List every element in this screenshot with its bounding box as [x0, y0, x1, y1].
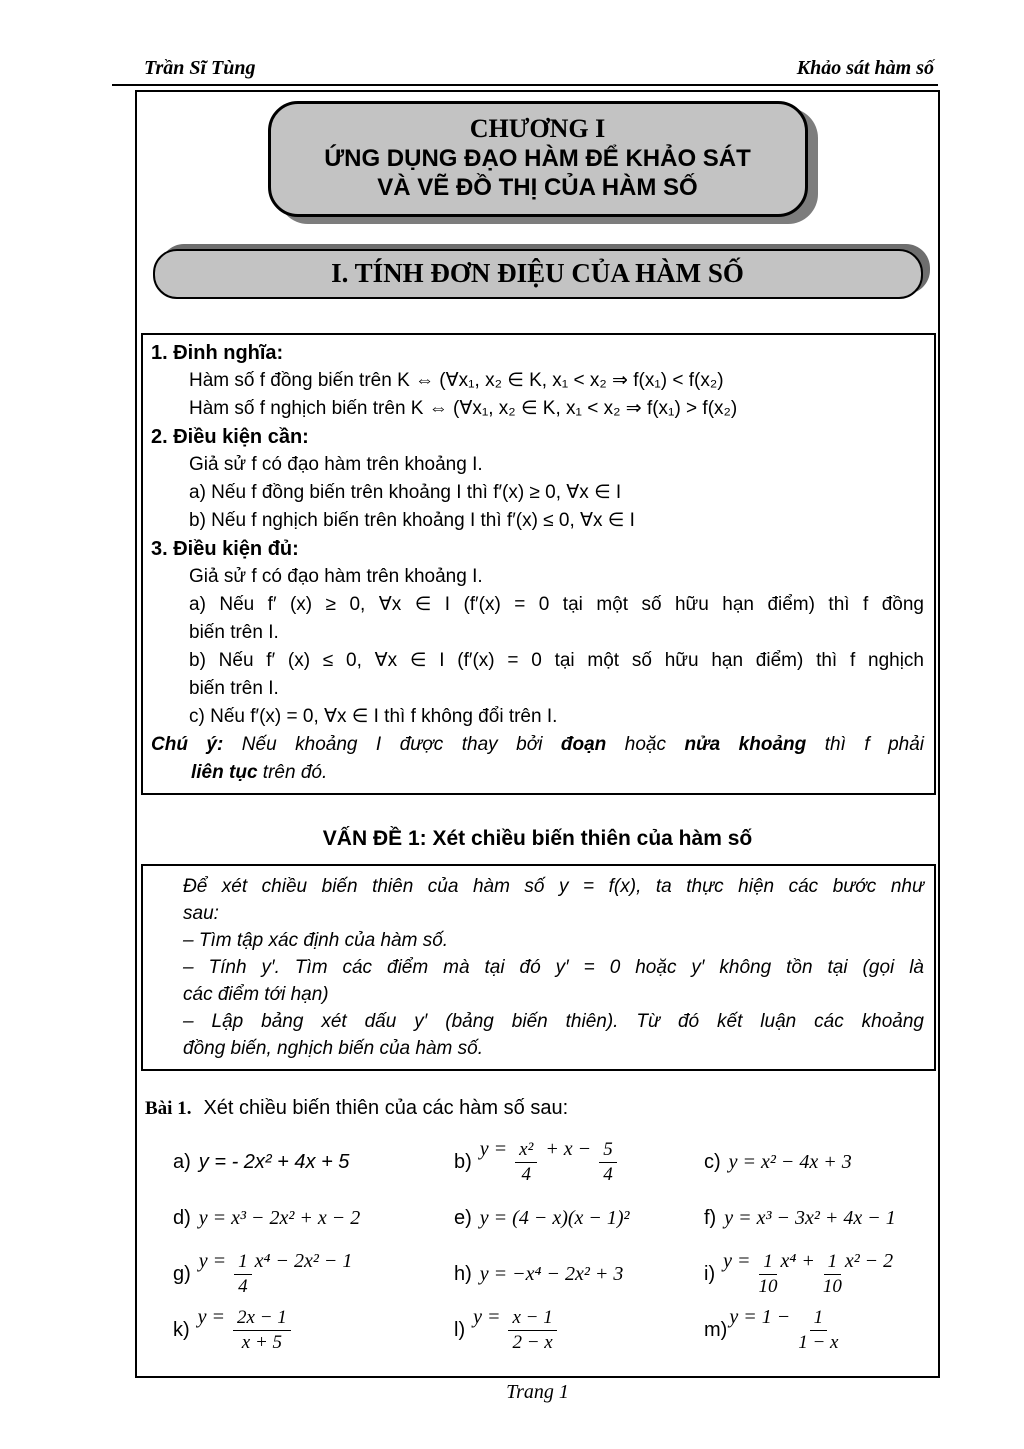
- exercise-item-k: [173, 1302, 454, 1358]
- sufficient-cond-a-line1: a) Nếu f′ (x) ≥ 0, ∀x ∈ I (f′(x) = 0 tại một số hữu hạn điểm) thì f đồng: [189, 594, 924, 615]
- item-d-formula: y = x³ − 2x² + x − 2: [198, 1206, 361, 1229]
- item-i-formula: y = $\frac{1}{10}$ x⁴ + $\frac{1}{10}$ x² − 2: [723, 1250, 894, 1297]
- method-step-intro-line1: Để xét chiều biến thiên của hàm số y = f(x), ta thực hiện các bước như: [183, 876, 924, 897]
- item-h-formula: y = −x⁴ − 2x² + 3: [479, 1262, 624, 1285]
- exercise-item-f: [704, 1190, 930, 1246]
- item-d-label: d): [173, 1206, 191, 1229]
- item-a-label: a): [173, 1150, 191, 1173]
- exercise-number: Bài 1.: [145, 1098, 192, 1119]
- sufficient-cond-b-line1: b) Nếu f′ (x) ≤ 0, ∀x ∈ I (f′(x) = 0 tại một số hữu hạn điểm) thì f nghịch: [189, 650, 924, 671]
- chapter-title-box: [268, 101, 808, 217]
- exercise-item-i: [704, 1246, 930, 1302]
- item-k-label: k): [173, 1318, 190, 1341]
- item-g-label: g): [173, 1262, 191, 1285]
- sufficient-cond-a-line2: biến trên I.: [189, 622, 279, 643]
- chapter-number: CHƯƠNG I: [469, 114, 606, 143]
- method-step-3-line2: đồng biến, nghịch biến của hàm số.: [183, 1038, 483, 1059]
- fraction: $\frac{1}{1 - x}$: [798, 1307, 839, 1353]
- exercise-item-h: [454, 1246, 704, 1302]
- exercise-item-c: [704, 1134, 930, 1190]
- fraction: $\frac{2x - 1}{x + 5}$: [233, 1307, 291, 1354]
- fraction: $\frac{1}{4}$: [234, 1251, 252, 1298]
- exercise-item-g: [173, 1246, 454, 1302]
- item-m-formula: y = 1 − $\frac{1}{1 - x}$: [729, 1306, 839, 1353]
- item-f-label: f): [704, 1206, 717, 1229]
- note-label: Chú ý:: [151, 734, 224, 755]
- exercise-prompt: Xét chiều biến thiên của các hàm số sau:: [203, 1097, 569, 1119]
- item-a-formula: y = - 2x² + 4x + 5: [198, 1150, 350, 1173]
- method-step-2-line1: – Tính y′. Tìm các điểm mà tại đó y′ = 0 hoặc y′ không tồn tại (gọi là: [183, 957, 924, 978]
- item-k-formula: y = $\frac{2x - 1}{x + 5}$: [198, 1306, 294, 1354]
- chapter-title-line2: VÀ VẼ ĐỒ THỊ CỦA HÀM SỐ: [377, 174, 698, 201]
- page-header: [112, 57, 938, 86]
- exercise-item-b: [454, 1134, 704, 1190]
- item-b-label: b): [454, 1150, 472, 1173]
- exercise-item-e: [454, 1190, 704, 1246]
- method-step-1: – Tìm tập xác định của hàm số.: [183, 930, 449, 951]
- method-step-2-line2: các điểm tới hạn): [183, 984, 329, 1005]
- sufficient-cond-b-line2: biến trên I.: [189, 678, 279, 699]
- page-footer: Trang 1: [506, 1381, 569, 1403]
- section-title-bar: [153, 249, 923, 299]
- item-c-label: c): [704, 1150, 721, 1173]
- exercise-item-l: [454, 1302, 704, 1358]
- item-m-label: m): [704, 1318, 728, 1341]
- sufficient-cond-intro: Giả sử f có đạo hàm trên khoảng I.: [189, 566, 483, 587]
- necessary-cond-b: b) Nếu f nghịch biến trên khoảng I thì f′(x) ≤ 0, ∀x ∈ I: [189, 510, 635, 531]
- method-step-intro-line2: sau:: [183, 903, 219, 924]
- sufficient-cond-c: c) Nếu f′(x) = 0, ∀x ∈ I thì f không đổi trên I.: [189, 706, 558, 727]
- necessary-cond-intro: Giả sử f có đạo hàm trên khoảng I.: [189, 454, 483, 475]
- note-line2: liên tục trên đó.: [191, 762, 328, 783]
- item-e-formula: y = (4 − x)(x − 1)²: [479, 1206, 630, 1229]
- item-l-formula: y = $\frac{x - 1}{2 - x}$: [473, 1306, 560, 1354]
- item-l-label: l): [454, 1318, 466, 1341]
- fraction: $\frac{x - 1}{2 - x}$: [508, 1307, 556, 1354]
- item-c-formula: y = x² − 4x + 3: [728, 1150, 852, 1173]
- definition-heading: 1. Đinh nghĩa:: [151, 342, 284, 364]
- item-b-formula: y = $\frac{\text{x²}}{4}$ + x − $\frac{5}{4}$: [480, 1138, 620, 1186]
- item-f-formula: y = x³ − 3x² + 4x − 1: [724, 1206, 896, 1229]
- sufficient-cond-heading: 3. Điều kiện đủ:: [151, 538, 299, 560]
- necessary-cond-heading: 2. Điều kiện cần:: [151, 426, 309, 448]
- section-title: I. TÍNH ĐƠN ĐIỆU CỦA HÀM SỐ: [331, 258, 744, 288]
- exercise-item-d: [173, 1190, 454, 1246]
- method-box: [141, 864, 936, 1071]
- header-subject: Khảo sát hàm số: [796, 57, 934, 79]
- item-h-label: h): [454, 1262, 472, 1285]
- exercise-list: [173, 1134, 930, 1358]
- necessary-cond-a: a) Nếu f đồng biến trên khoảng I thì f′(x) ≥ 0, ∀x ∈ I: [189, 482, 622, 503]
- exercise-heading: [145, 1097, 938, 1120]
- theory-box: [141, 333, 936, 795]
- definition-line-1: Hàm số f đồng biến trên K ⇔ (∀x₁, x₂ ∈ K, x₁ < x₂ ⇒ f(x₁) < f(x₂): [189, 370, 724, 391]
- chapter-title-line1: ỨNG DỤNG ĐẠO HÀM ĐỂ KHẢO SÁT: [324, 145, 751, 172]
- fraction: $\frac{\text{x²}}{4}$: [515, 1139, 537, 1186]
- method-step-3-line1: – Lập bảng xét dấu y′ (bảng biến thiên). Từ đó kết luận các khoảng: [183, 1011, 924, 1032]
- item-e-label: e): [454, 1206, 472, 1229]
- exercise-item-a: [173, 1134, 454, 1190]
- fraction: $\frac{1}{10}$: [758, 1251, 778, 1297]
- exercise-item-m: [704, 1302, 930, 1358]
- content-frame: [135, 90, 940, 1378]
- item-i-label: i): [704, 1262, 716, 1285]
- definition-line-2: Hàm số f nghịch biến trên K ⇔ (∀x₁, x₂ ∈ K, x₁ < x₂ ⇒ f(x₁) > f(x₂): [189, 398, 738, 419]
- header-author: Trần Sĩ Tùng: [144, 57, 256, 79]
- note-line1: Chú ý: Nếu khoảng I được thay bởi đoạn hoặc nửa khoảng thì f phải: [151, 734, 924, 755]
- problem-heading: VẤN ĐỀ 1: Xét chiều biến thiên của hàm số: [322, 827, 753, 850]
- item-g-formula: y = $\frac{1}{4}$ x⁴ − 2x² − 1: [198, 1250, 353, 1297]
- fraction: $\frac{5}{4}$: [599, 1139, 617, 1186]
- fraction: $\frac{1}{10}$: [822, 1251, 842, 1297]
